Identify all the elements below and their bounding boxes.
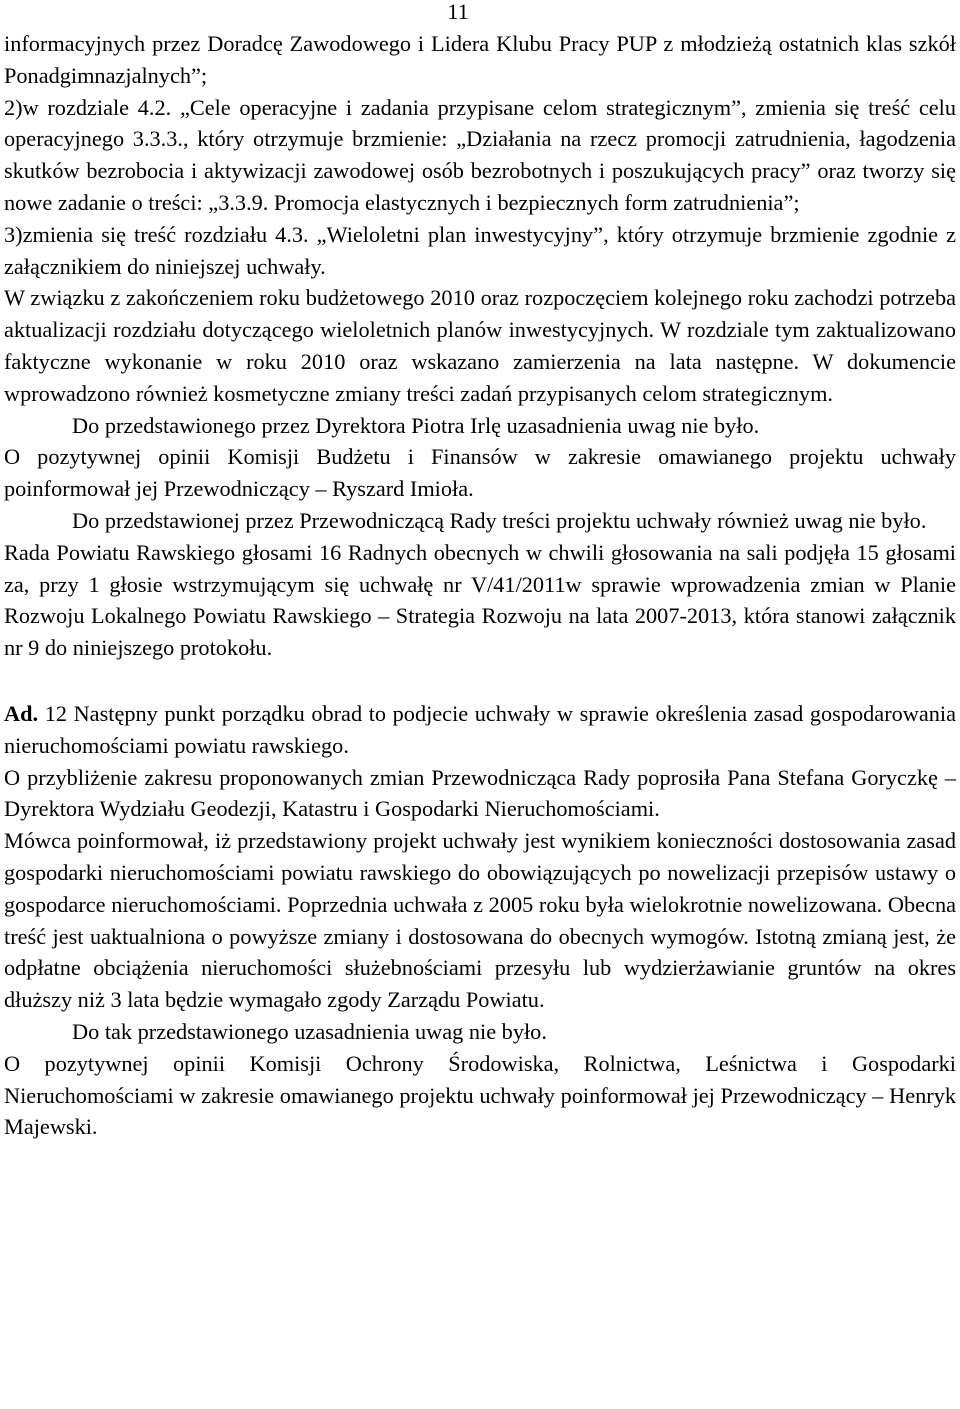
paragraph-10: O przybliżenie zakresu proponowanych zmian Przewodnicząca Rady poprosiła Pana Stefana Goryczkę – Dyrektora Wydziału Geodezji, Katastru i Gospodarki Nieruchomościami. <box>4 764 956 822</box>
paragraph-2: 2)w rozdziale 4.2. „Cele operacyjne i zadania przypisane celom strategicznym”, zmienia się treść celu operacyjnego 3.3.3., który otrzymuje brzmienie: „Działania na rzecz promocji zatrudnienia, łagodzenia skutków bezrobocia i aktywizacji zawodowej osób bezrobotnych i poszukujących pracy” oraz tworzy się nowe zadanie o treści: „3.3.9. Promocja elastycznych i bezpiecznych form zatrudnienia”; <box>4 94 956 215</box>
paragraph-7: Do przedstawionej przez Przewodniczącą Rady treści projektu uchwały również uwag nie było. <box>72 507 927 533</box>
agenda-item-label: Ad. <box>4 700 39 726</box>
paragraph-gap <box>4 664 956 698</box>
agenda-item-12 <box>4 698 956 762</box>
page-number: 11 <box>447 0 469 24</box>
paragraph-5: Do przedstawionego przez Dyrektora Piotra Irlę uzasadnienia uwag nie było. <box>72 412 760 438</box>
paragraph-1: informacyjnych przez Doradcę Zawodowego i Lidera Klubu Pracy PUP z młodzieżą ostatnich klas szkół Ponadgimnazjalnych”; <box>4 31 956 88</box>
agenda-item-text: 12 Następny punkt porządku obrad to podjecie uchwały w sprawie określenia zasad gospodarowania nieruchomościami powiatu rawskiego. <box>4 700 957 758</box>
paragraph-4: W związku z zakończeniem roku budżetowego 2010 oraz rozpoczęciem kolejnego roku zachodzi potrzeba aktualizacji rozdziału dotyczącego wieloletnich planów inwestycyjnych. W rozdziale tym zaktualizowano faktyczne wykonanie w roku 2010 oraz wskazano zamierzenia na lata następne. W dokumencie wprowadzono również kosmetyczne zmiany treści zadań przypisanych celom strategicznym. <box>4 285 956 406</box>
paragraph-13: O pozytywnej opinii Komisji Ochrony Środowiska, Rolnictwa, Leśnictwa i Gospodarki Nieruchomościami w zakresie omawianego projektu uchwały poinformował jej Przewodniczący – Henryk Majewski. <box>4 1050 956 1140</box>
paragraph-6: O pozytywnej opinii Komisji Budżetu i Finansów w zakresie omawianego projektu uchwały poinformował jej Przewodniczący – Ryszard Imioła. <box>4 444 956 502</box>
paragraph-8: Rada Powiatu Rawskiego głosami 16 Radnych obecnych w chwili głosowania na sali podjęła 15 głosami za, przy 1 głosie wstrzymującym się uchwałę nr V/41/2011w sprawie wprowadzenia zmian w Planie Rozwoju Lokalnego Powiatu Rawskiego – Strategia Rozwoju na lata 2007-2013, która stanowi załącznik nr 9 do niniejszego protokołu. <box>4 539 956 661</box>
paragraph-11: Mówca poinformował, iż przedstawiony projekt uchwały jest wynikiem konieczności dostosowania zasad gospodarki nieruchomościami powiatu rawskiego do obowiązujących po nowelizacji przepisów ustawy o gospodarce nieruchomościami. Poprzednia uchwała z 2005 roku była wielokrotnie nowelizowana. Obecna treść jest uaktualniona o powyższe zmiany i dostosowana do obecnych wymogów. Istotną zmianą jest, że odpłatne obciążenia nieruchomości służebnościami przesyłu lub wydzierżawianie gruntów na okres dłuższy niż 3 lata będzie wymagało zgody Zarządu Powiatu. <box>4 828 956 1013</box>
paragraph-12: Do tak przedstawionego uzasadnienia uwag nie było. <box>72 1018 547 1044</box>
paragraph-3: 3)zmienia się treść rozdziału 4.3. „Wieloletni plan inwestycyjny”, który otrzymuje brzmienie zgodnie z załącznikiem do niniejszej uchwały. <box>4 221 956 279</box>
